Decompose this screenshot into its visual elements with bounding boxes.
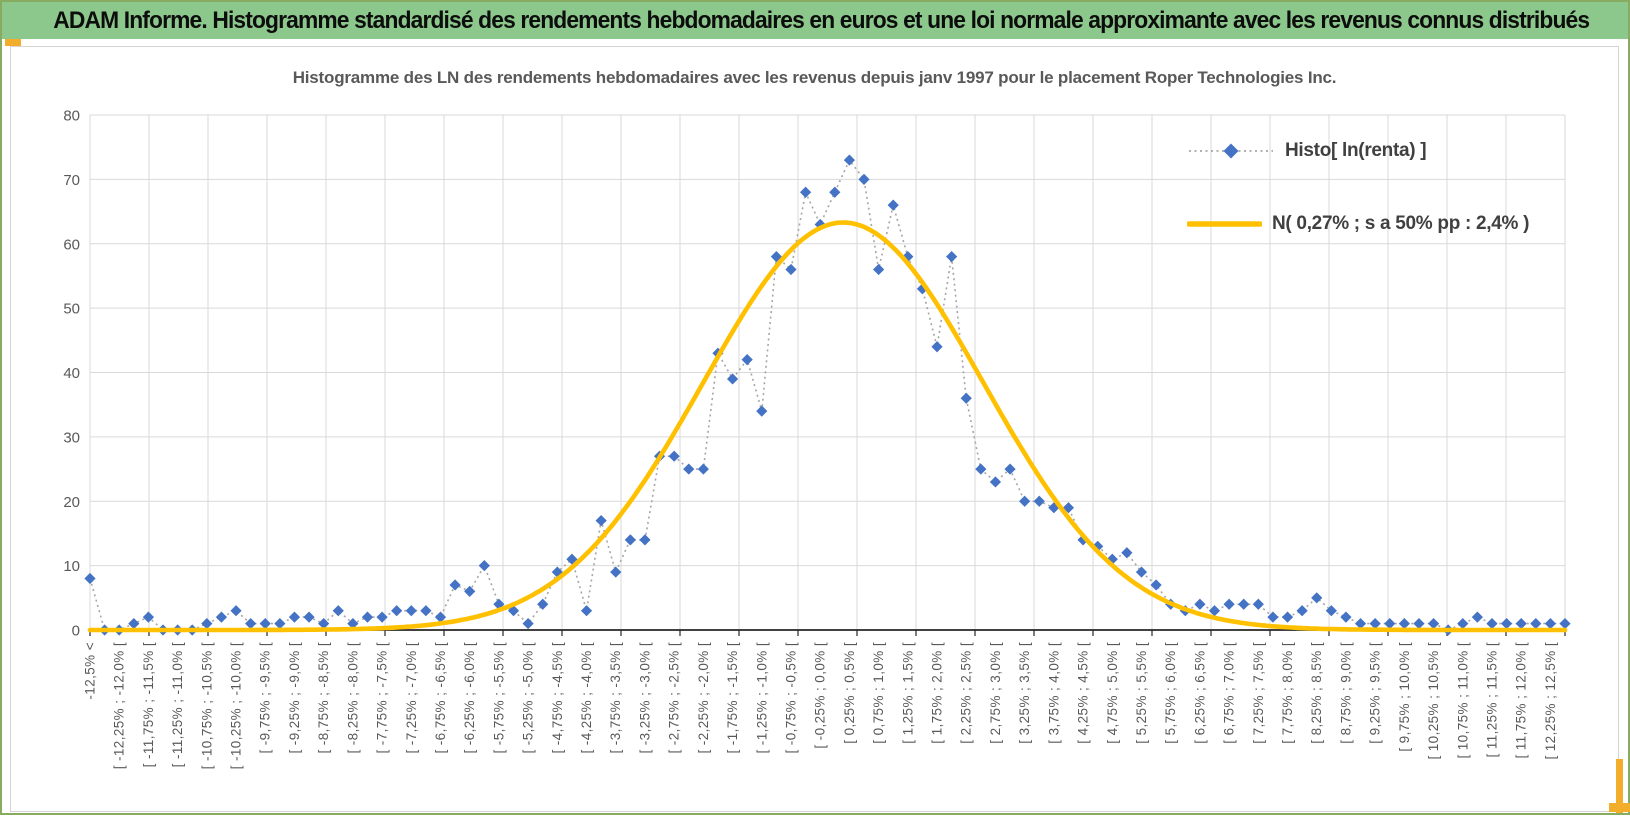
svg-text:[ 11,25% ; 11,5% [: [ 11,25% ; 11,5% [	[1484, 642, 1500, 758]
svg-text:20: 20	[63, 493, 80, 511]
svg-text:[ -1,25% ; -1,0% [: [ -1,25% ; -1,0% [	[754, 642, 770, 754]
svg-text:40: 40	[63, 365, 80, 382]
svg-text:[ -2,75% ; -2,5% [: [ -2,75% ; -2,5% [	[666, 642, 682, 754]
svg-text:[ -2,25% ; -2,0% [: [ -2,25% ; -2,0% [	[695, 642, 711, 754]
y-tick-labels	[63, 108, 80, 640]
legend-normal-marker-icon	[1187, 213, 1262, 235]
svg-text:[ -5,25% ; -5,0% [: [ -5,25% ; -5,0% [	[520, 642, 536, 754]
svg-text:[ -4,75% ; -4,5% [: [ -4,75% ; -4,5% [	[549, 642, 565, 754]
svg-text:[ -9,75% ; -9,5% [: [ -9,75% ; -9,5% [	[257, 642, 273, 754]
svg-text:[ -6,75% ; -6,5% [: [ -6,75% ; -6,5% [	[432, 642, 448, 754]
svg-text:[ -0,25% ; 0,0% [: [ -0,25% ; 0,0% [	[812, 642, 828, 749]
banner-title: ADAM Informe. Histogramme standardisé des rendements hebdomadaires en euros et une loi normale approximante avec les revenus connus distribués	[53, 6, 1590, 34]
svg-text:[ -6,25% ; -6,0% [: [ -6,25% ; -6,0% [	[462, 642, 478, 754]
svg-text:[ -8,75% ; -8,5% [: [ -8,75% ; -8,5% [	[316, 642, 332, 754]
svg-text:[ -3,25% ; -3,0% [: [ -3,25% ; -3,0% [	[637, 642, 653, 754]
svg-text:[ -5,75% ; -5,5% [: [ -5,75% ; -5,5% [	[491, 642, 507, 754]
svg-text:70: 70	[63, 171, 80, 189]
chart-plot[interactable]	[2, 2, 1630, 817]
svg-text:50: 50	[63, 300, 80, 318]
svg-text:[ 12,25% ; 12,5% [: [ 12,25% ; 12,5% [	[1542, 642, 1558, 760]
svg-text:[ -4,25% ; -4,0% [: [ -4,25% ; -4,0% [	[579, 642, 595, 754]
svg-text:[ 8,25% ; 8,5% [: [ 8,25% ; 8,5% [	[1309, 642, 1325, 744]
svg-text:[ 10,75% ; 11,0% [: [ 10,75% ; 11,0% [	[1455, 642, 1471, 759]
legend-label-normal-curve: N( 0,27% ; s a 50% pp : 2,4% )	[1272, 213, 1530, 234]
svg-text:[ -10,75% ; -10,5% [: [ -10,75% ; -10,5% [	[199, 642, 215, 770]
svg-text:[ 4,25% ; 4,5% [: [ 4,25% ; 4,5% [	[1075, 642, 1091, 744]
svg-text:[ 1,75% ; 2,0% [: [ 1,75% ; 2,0% [	[929, 642, 945, 744]
legend-item-normal-curve[interactable]	[1187, 213, 1529, 235]
svg-text:60: 60	[63, 236, 80, 254]
svg-text:[ 0,25% ; 0,5% [: [ 0,25% ; 0,5% [	[841, 642, 857, 744]
svg-text:[ 2,25% ; 2,5% [: [ 2,25% ; 2,5% [	[958, 641, 974, 744]
svg-text:[ 0,75% ; 1,0% [: [ 0,75% ; 1,0% [	[871, 642, 887, 744]
legend-item-histogram[interactable]	[1187, 140, 1426, 162]
svg-text:[ -3,75% ; -3,5% [: [ -3,75% ; -3,5% [	[608, 642, 624, 754]
svg-text:[ 2,75% ; 3,0% [: [ 2,75% ; 3,0% [	[987, 642, 1003, 744]
svg-text:[ 3,75% ; 4,0% [: [ 3,75% ; 4,0% [	[1046, 642, 1062, 744]
svg-text:[ 1,25% ; 1,5% [: [ 1,25% ; 1,5% [	[900, 642, 916, 744]
svg-text:[ -11,25% ; -11,0% [: [ -11,25% ; -11,0% [	[170, 642, 186, 768]
chart-title: Histogramme des LN des rendements hebdomadaires avec les revenus depuis janv 1997 pour le placement Roper Technologies Inc.	[292, 68, 1337, 87]
svg-text:[ 4,75% ; 5,0% [: [ 4,75% ; 5,0% [	[1104, 642, 1120, 744]
svg-text:[ -12,25% ; -12,0% [: [ -12,25% ; -12,0% [	[111, 642, 127, 770]
svg-text:[ -10,25% ; -10,0% [: [ -10,25% ; -10,0% [	[228, 642, 244, 770]
svg-text:-12,5% <: -12,5% <	[82, 642, 98, 700]
svg-text:[ 7,25% ; 7,5% [: [ 7,25% ; 7,5% [	[1250, 642, 1266, 744]
svg-text:[ 6,25% ; 6,5% [: [ 6,25% ; 6,5% [	[1192, 642, 1208, 744]
svg-text:[ -0,75% ; -0,5% [: [ -0,75% ; -0,5% [	[783, 642, 799, 754]
svg-text:[ 9,25% ; 9,5% [: [ 9,25% ; 9,5% [	[1367, 642, 1383, 744]
legend-label-histogram: Histo[ ln(renta) ]	[1285, 140, 1427, 161]
svg-text:[ -1,75% ; -1,5% [: [ -1,75% ; -1,5% [	[725, 642, 741, 754]
svg-text:[ 10,25% ; 10,5% [: [ 10,25% ; 10,5% [	[1426, 642, 1442, 760]
svg-text:30: 30	[63, 429, 80, 447]
svg-text:[ 9,75% ; 10,0% [: [ 9,75% ; 10,0% [	[1396, 642, 1412, 752]
svg-text:[ 3,25% ; 3,5% [: [ 3,25% ; 3,5% [	[1017, 642, 1033, 744]
svg-text:80: 80	[63, 107, 80, 125]
svg-text:[ 8,75% ; 9,0% [: [ 8,75% ; 9,0% [	[1338, 642, 1354, 744]
svg-text:[ -11,75% ; -11,5% [: [ -11,75% ; -11,5% [	[140, 642, 156, 768]
x-tick-labels	[83, 642, 1558, 769]
svg-text:[ -9,25% ; -9,0% [: [ -9,25% ; -9,0% [	[286, 642, 302, 754]
svg-text:[ -7,25% ; -7,0% [: [ -7,25% ; -7,0% [	[403, 642, 419, 754]
normal-curve[interactable]	[90, 223, 1565, 631]
horizontal-gridlines	[90, 115, 1565, 566]
svg-text:[ 6,75% ; 7,0% [: [ 6,75% ; 7,0% [	[1221, 642, 1237, 744]
svg-text:[ 5,25% ; 5,5% [: [ 5,25% ; 5,5% [	[1133, 642, 1149, 744]
legend-histogram-marker-icon	[1187, 140, 1275, 162]
svg-text:10: 10	[63, 558, 80, 576]
svg-text:[ -8,25% ; -8,0% [: [ -8,25% ; -8,0% [	[345, 642, 361, 754]
corner-marker-bottom-right-horizontal	[1609, 803, 1630, 812]
svg-text:[ 7,75% ; 8,0% [: [ 7,75% ; 8,0% [	[1280, 642, 1296, 744]
svg-text:0: 0	[71, 622, 80, 640]
svg-text:[ 11,75% ; 12,0% [: [ 11,75% ; 12,0% [	[1513, 642, 1529, 759]
svg-text:[ -7,75% ; -7,5% [: [ -7,75% ; -7,5% [	[374, 642, 390, 754]
svg-text:[ 5,75% ; 6,0% [: [ 5,75% ; 6,0% [	[1163, 642, 1179, 744]
